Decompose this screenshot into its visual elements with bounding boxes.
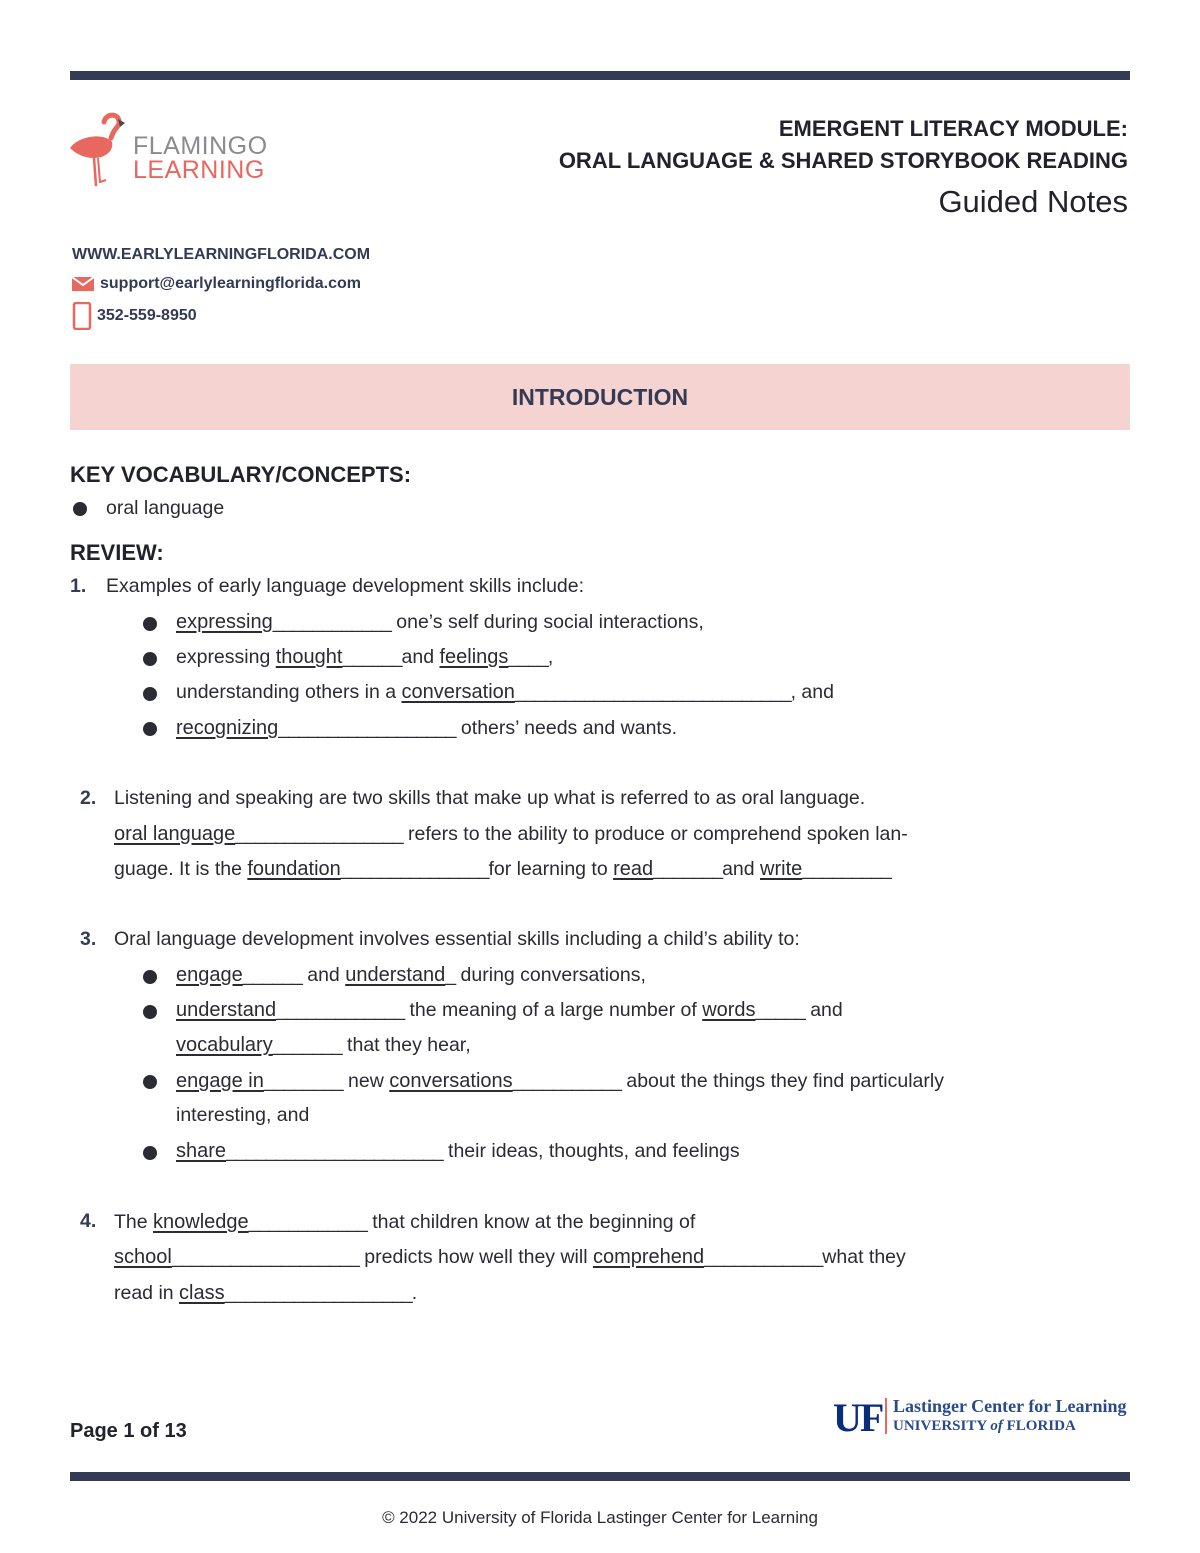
text: what they — [822, 1246, 906, 1268]
blank: _______ — [272, 1034, 342, 1056]
blank: ___________ — [512, 1070, 621, 1092]
blank: _____________ — [276, 999, 405, 1021]
text: about the things they find particularly — [620, 1070, 944, 1092]
answer: expressing — [176, 611, 273, 633]
review-heading: REVIEW: — [70, 540, 164, 565]
answer: read — [613, 858, 654, 880]
question-4-line-3 — [114, 1281, 417, 1305]
blank: ____________ — [248, 1211, 367, 1233]
bullet — [143, 722, 157, 736]
answer: thought — [275, 646, 343, 668]
question-3-text: Oral language development involves essential skills including a child’s ability to: — [114, 928, 800, 950]
uf-divider — [885, 1398, 887, 1434]
blank: ______ — [342, 646, 402, 668]
blank: ____ — [508, 646, 548, 668]
email-link[interactable]: support@earlylearningflorida.com — [100, 275, 361, 292]
answer: conversation — [401, 681, 515, 703]
answer: write — [760, 858, 803, 880]
text: and — [722, 858, 761, 880]
q1-bullet-3 — [176, 680, 834, 704]
logo-text-flamingo: FLAMINGO — [133, 132, 268, 160]
text: and — [301, 964, 346, 986]
text: others’ needs and wants. — [455, 717, 678, 739]
question-number: 3. — [80, 928, 97, 950]
text: read in — [114, 1282, 180, 1304]
text: refers to the ability to produce or comprehend spoken lan- — [402, 823, 908, 845]
uf-mark: UF — [833, 1395, 883, 1440]
text: new — [342, 1070, 390, 1092]
question-number: 4. — [80, 1210, 97, 1232]
question-4-line-1 — [114, 1210, 695, 1234]
blank: ____________ — [704, 1246, 823, 1268]
text: that children know at the beginning of — [366, 1211, 696, 1233]
logo-text-learning: LEARNING — [133, 156, 265, 184]
phone-number[interactable]: 352-559-8950 — [97, 307, 197, 324]
answer: vocabulary — [176, 1034, 273, 1056]
text: The — [114, 1211, 154, 1233]
q3-bullet-4 — [176, 1139, 740, 1163]
document-subtitle: Guided Notes — [938, 184, 1128, 219]
module-title-line2: ORAL LANGUAGE & SHARED STORYBOOK READING — [558, 148, 1128, 173]
page-number: Page 1 of 13 — [70, 1420, 187, 1442]
vocab-heading: KEY VOCABULARY/CONCEPTS: — [70, 462, 412, 487]
bullet — [73, 502, 87, 516]
q3-bullet-2-continued — [176, 1033, 471, 1057]
bullet — [143, 1146, 157, 1160]
top-rule — [70, 71, 1130, 80]
email-row — [72, 275, 361, 293]
uf-lastinger-logo — [833, 1396, 1130, 1438]
q1-bullet-2 — [176, 645, 553, 669]
text: , and — [790, 681, 834, 703]
answer: foundation — [247, 858, 341, 880]
question-2-line-1: Listening and speaking are two skills that make up what is referred to as oral language. — [114, 787, 866, 809]
bullet — [143, 970, 157, 984]
text: understanding others in a — [176, 681, 402, 703]
section-banner: INTRODUCTION — [70, 364, 1130, 430]
module-title-line1: EMERGENT LITERACY MODULE: — [778, 116, 1128, 141]
text: expressing — [176, 646, 276, 668]
blank: _________________ — [235, 823, 403, 845]
blank: ______________________ — [226, 1140, 443, 1162]
text: , — [547, 646, 554, 668]
q3-bullet-3 — [176, 1069, 944, 1093]
bullet — [143, 652, 157, 666]
q1-bullet-4 — [176, 716, 677, 740]
question-number: 2. — [80, 787, 97, 809]
text: of — [990, 1418, 1003, 1434]
uf-line-2 — [893, 1418, 1076, 1435]
blank: _____ — [755, 999, 805, 1021]
blank: ___________________ — [224, 1282, 412, 1304]
answer: understand — [176, 999, 277, 1021]
blank: ___________________ — [171, 1246, 359, 1268]
q3-bullet-1 — [176, 963, 646, 987]
bullet — [143, 1005, 157, 1019]
phone-row — [72, 302, 197, 330]
blank: _ — [445, 964, 456, 986]
answer: recognizing — [176, 717, 279, 739]
blank: _______________ — [340, 858, 489, 880]
text: during conversations, — [455, 964, 646, 986]
blank: __________________ — [278, 717, 456, 739]
blank: ____________ — [272, 611, 391, 633]
text: predicts how well they will — [358, 1246, 593, 1268]
blank: ______ — [242, 964, 302, 986]
answer: class — [179, 1282, 225, 1304]
copyright: © 2022 University of Florida Lastinger Center for Learning — [382, 1508, 818, 1527]
question-number: 1. — [70, 575, 87, 597]
blank: _________ — [802, 858, 891, 880]
vocab-item: oral language — [106, 497, 225, 519]
text: UNIVERSITY — [893, 1418, 991, 1434]
answer: school — [114, 1246, 172, 1268]
question-2-line-2 — [114, 822, 908, 846]
flamingo-learning-logo — [66, 110, 281, 190]
bullet — [143, 1075, 157, 1089]
text: one’s self during social interactions, — [390, 611, 704, 633]
text: . — [411, 1282, 418, 1304]
text: their ideas, thoughts, and feelings — [442, 1140, 740, 1162]
answer: comprehend — [592, 1246, 705, 1268]
q3-bullet-2 — [176, 998, 843, 1022]
q1-bullet-1 — [176, 610, 704, 634]
answer: engage in — [176, 1070, 264, 1092]
flamingo-icon — [66, 110, 128, 190]
text: that they hear, — [341, 1034, 471, 1056]
bottom-rule — [70, 1472, 1130, 1481]
answer: share — [176, 1140, 227, 1162]
answer: conversations — [389, 1070, 513, 1092]
answer: feelings — [439, 646, 509, 668]
blank: ________ — [263, 1070, 343, 1092]
text: and — [804, 999, 843, 1021]
text: guage. It is the — [114, 858, 248, 880]
uf-line-1: Lastinger Center for Learning — [893, 1396, 1127, 1416]
q3-bullet-3-continued: interesting, and — [176, 1104, 310, 1126]
question-4-line-2 — [114, 1245, 906, 1269]
bullet — [143, 687, 157, 701]
question-1-text: Examples of early language development skills include: — [106, 575, 585, 597]
mail-icon — [72, 276, 94, 292]
answer: understand — [345, 964, 446, 986]
blank: ____________________________ — [514, 681, 791, 703]
answer: engage — [176, 964, 243, 986]
phone-icon — [72, 302, 92, 330]
text: for learning to — [488, 858, 614, 880]
bullet — [143, 617, 157, 631]
answer: oral language — [114, 823, 236, 845]
blank: _______ — [653, 858, 723, 880]
answer: words — [702, 999, 756, 1021]
question-2-line-3 — [114, 857, 891, 881]
text: FLORIDA — [1002, 1418, 1076, 1434]
text: and — [401, 646, 440, 668]
website-link[interactable]: WWW.EARLYLEARNINGFLORIDA.COM — [72, 246, 371, 263]
answer: knowledge — [153, 1211, 249, 1233]
text: the meaning of a large number of — [404, 999, 703, 1021]
